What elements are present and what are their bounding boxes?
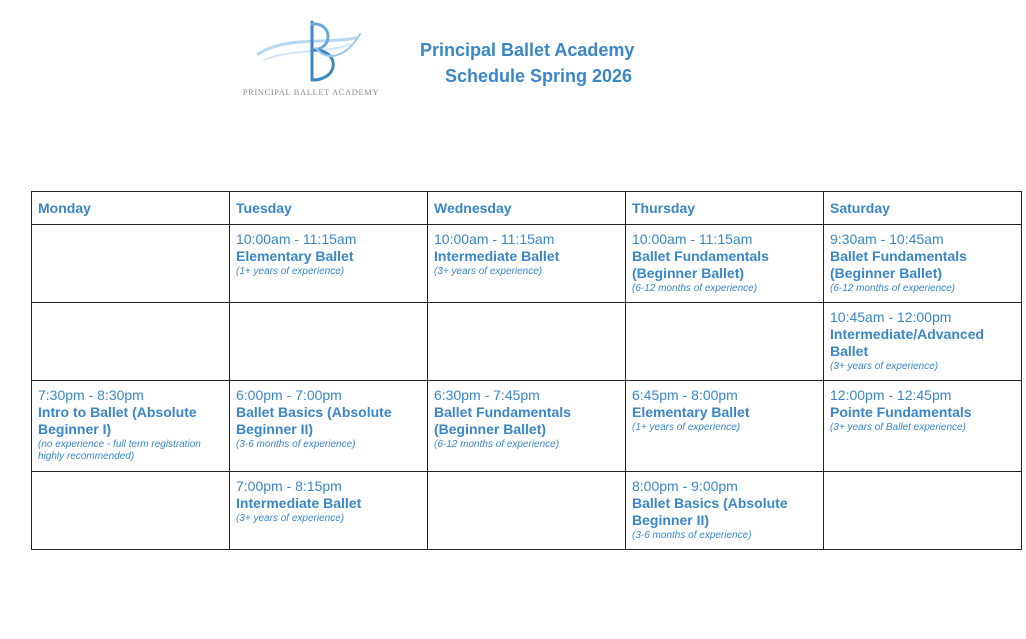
class-note: (no experience - full term registration highly recommended): [38, 439, 201, 462]
class-cell-wednesday: [428, 303, 626, 381]
class-cell-thursday: [626, 472, 824, 550]
logo-caption: PRINCIPAL BALLET ACADEMY: [242, 87, 380, 97]
class-cell-monday: [32, 303, 230, 381]
schedule-header-row: [32, 192, 1022, 225]
class-note: (3+ years of experience): [236, 513, 345, 524]
class-cell-wednesday: [428, 472, 626, 550]
class-note: (1+ years of experience): [236, 266, 345, 277]
class-name: Intermediate Ballet: [236, 495, 362, 511]
class-name: Pointe Fundamentals: [830, 404, 972, 420]
table-row: [32, 472, 1022, 550]
ballet-academy-logo-icon: [236, 14, 386, 88]
class-cell-wednesday: [428, 381, 626, 472]
class-cell-saturday: [824, 472, 1022, 550]
page-title: [420, 37, 634, 89]
class-time: 7:30pm - 8:30pm: [38, 387, 144, 403]
class-note: (3+ years of experience): [434, 266, 543, 277]
class-note: (3+ years of experience): [830, 361, 939, 372]
class-cell-thursday: [626, 381, 824, 472]
class-cell-tuesday: [230, 472, 428, 550]
class-name: Elementary Ballet: [632, 404, 750, 420]
class-cell-monday: [32, 225, 230, 303]
class-note: (3-6 months of experience): [632, 530, 752, 541]
class-name: Intermediate Ballet: [434, 248, 560, 264]
class-name: Intro to Ballet (Absolute Beginner I): [38, 404, 197, 437]
class-cell-saturday: [824, 303, 1022, 381]
class-time: 9:30am - 10:45am: [830, 231, 944, 247]
class-note: (3-6 months of experience): [236, 439, 356, 450]
class-name: Ballet Basics (Absolute Beginner II): [632, 495, 788, 528]
class-cell-saturday: [824, 225, 1022, 303]
class-cell-tuesday: [230, 303, 428, 381]
class-cell-thursday: [626, 303, 824, 381]
class-note: (6-12 months of experience): [830, 283, 956, 294]
class-cell-tuesday: [230, 225, 428, 303]
class-time: 10:00am - 11:15am: [434, 231, 555, 247]
header-thursday: Thursday: [626, 192, 824, 225]
academy-logo: [236, 14, 386, 100]
class-time: 10:00am - 11:15am: [632, 231, 753, 247]
class-time: 6:30pm - 7:45pm: [434, 387, 540, 403]
class-time: 7:00pm - 8:15pm: [236, 478, 342, 494]
schedule-table: [31, 191, 1022, 550]
title-line-academy: Principal Ballet Academy: [420, 40, 635, 60]
class-cell-saturday: [824, 381, 1022, 472]
table-row: [32, 225, 1022, 303]
class-time: 8:00pm - 9:00pm: [632, 478, 738, 494]
class-note: (6-12 months of experience): [632, 283, 758, 294]
title-line-schedule: Schedule Spring 2026: [445, 66, 633, 86]
header-saturday: Saturday: [824, 192, 1022, 225]
class-time: 6:00pm - 7:00pm: [236, 387, 342, 403]
class-name: Intermediate/Advanced Ballet: [830, 326, 985, 359]
class-cell-monday: [32, 472, 230, 550]
class-time: 10:00am - 11:15am: [236, 231, 357, 247]
class-cell-monday: [32, 381, 230, 472]
class-name: Elementary Ballet: [236, 248, 354, 264]
class-time: 6:45pm - 8:00pm: [632, 387, 738, 403]
class-name: Ballet Fundamentals (Beginner Ballet): [434, 404, 571, 437]
table-row: [32, 381, 1022, 472]
class-name: Ballet Fundamentals (Beginner Ballet): [632, 248, 769, 281]
table-row: [32, 303, 1022, 381]
header-tuesday: Tuesday: [230, 192, 428, 225]
class-time: 10:45am - 12:00pm: [830, 309, 952, 325]
class-note: (1+ years of experience): [632, 422, 741, 433]
class-cell-thursday: [626, 225, 824, 303]
class-time: 12:00pm - 12:45pm: [830, 387, 952, 403]
class-name: Ballet Fundamentals (Beginner Ballet): [830, 248, 967, 281]
header-wednesday: Wednesday: [428, 192, 626, 225]
class-note: (3+ years of Ballet experience): [830, 422, 966, 433]
class-cell-tuesday: [230, 381, 428, 472]
header-monday: Monday: [32, 192, 230, 225]
class-name: Ballet Basics (Absolute Beginner II): [236, 404, 392, 437]
class-note: (6-12 months of experience): [434, 439, 560, 450]
class-cell-wednesday: [428, 225, 626, 303]
